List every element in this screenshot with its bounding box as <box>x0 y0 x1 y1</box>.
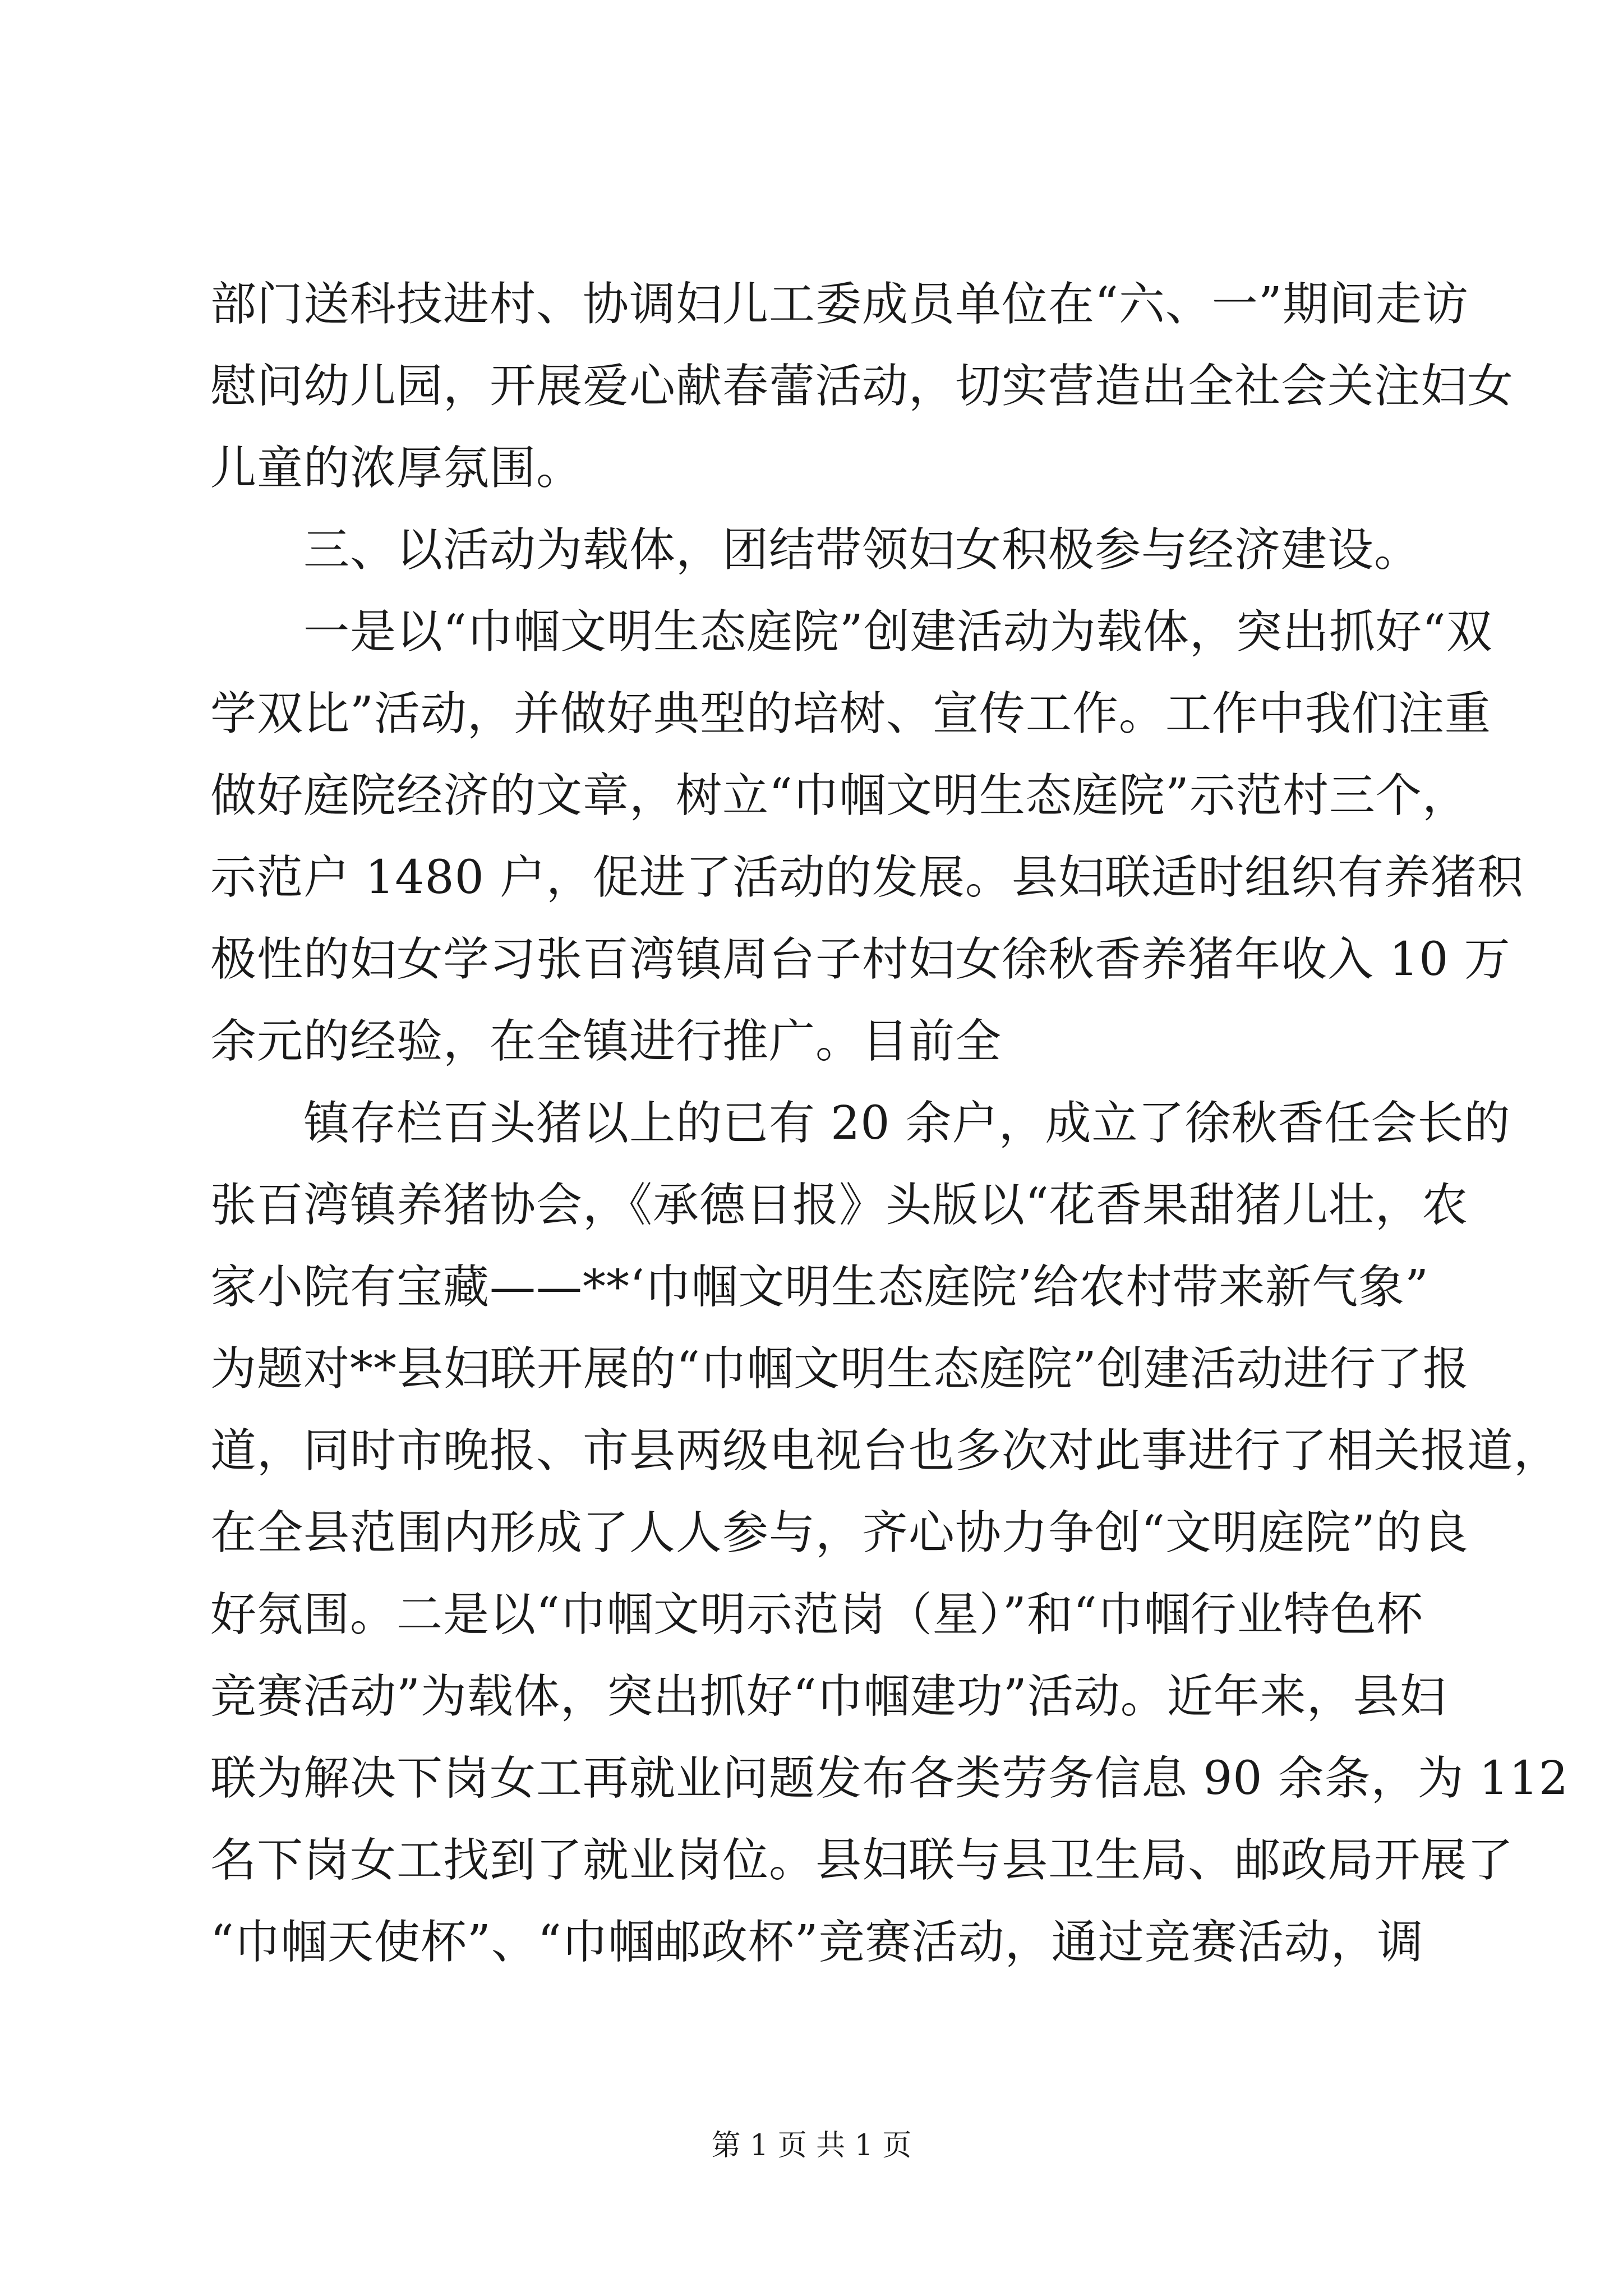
paragraph-line: 做好庭院经济的文章，树立“巾帼文明生态庭院”示范村三个， <box>210 769 1469 822</box>
paragraph-line: “巾帼天使杯”、“巾帼邮政杯”竞赛活动，通过竞赛活动，调 <box>210 1916 1424 1969</box>
paragraph-line: 竞赛活动”为载体，突出抓好“巾帼建功”活动。近年来，县妇 <box>210 1670 1446 1723</box>
paragraph <box>210 591 1524 1083</box>
paragraph <box>210 1083 1569 1984</box>
paragraph-line: 张百湾镇养猪协会，《承德日报》头版以“花香果甜猪儿壮，农 <box>210 1179 1468 1232</box>
paragraph-line: 名下岗女工找到了就业岗位。县妇联与县卫生局、邮政局开展了 <box>210 1834 1514 1887</box>
paragraph-line: 联为解决下岗女工再就业问题发布各类劳务信息 90 余条，为 112 <box>210 1752 1569 1805</box>
paragraph-line: 儿童的浓厚氛围。 <box>210 441 583 495</box>
paragraph-line: 在全县范围内形成了人人参与，齐心协力争创“文明庭院”的良 <box>210 1506 1469 1559</box>
paragraph <box>210 264 1514 509</box>
page-footer: 第 1 页 共 1 页 <box>711 2129 912 2162</box>
paragraph-line: 镇存栏百头猪以上的已有 20 余户，成立了徐秋香任会长的 <box>303 1097 1511 1150</box>
paragraph-line: 极性的妇女学习张百湾镇周台子村妇女徐秋香养猪年收入 10 万 <box>210 933 1511 986</box>
paragraph-line: 道，同时市晚报、市县两级电视台也多次对此事进行了相关报道， <box>210 1424 1561 1478</box>
document-body <box>210 264 1569 1984</box>
paragraph <box>210 509 1421 591</box>
paragraph-line: 一是以“巾帼文明生态庭院”创建活动为载体，突出抓好“双 <box>303 605 1493 659</box>
paragraph-line: 家小院有宝藏——**‘巾帼文明生态庭院’给农村带来新气象” <box>210 1260 1430 1314</box>
paragraph-line: 示范户 1480 户，促进了活动的发展。县妇联适时组织有养猪积 <box>210 851 1524 904</box>
paragraph-line: 余元的经验，在全镇进行推广。目前全 <box>210 1015 1002 1068</box>
paragraph-line: 慰问幼儿园，开展爱心献春蕾活动，切实营造出全社会关注妇女 <box>210 360 1514 413</box>
paragraph-line: 好氛围。二是以“巾帼文明示范岗（星）”和“巾帼行业特色杯 <box>210 1588 1423 1641</box>
paragraph-line: 三、以活动为载体，团结带领妇女积极参与经济建设。 <box>303 523 1421 577</box>
paragraph-line: 为题对**县妇联开展的“巾帼文明生态庭院”创建活动进行了报 <box>210 1342 1469 1396</box>
paragraph-line: 部门送科技进村、协调妇儿工委成员单位在“六、一”期间走访 <box>210 278 1469 331</box>
paragraph-line: 学双比”活动，并做好典型的培树、宣传工作。工作中我们注重 <box>210 687 1491 740</box>
